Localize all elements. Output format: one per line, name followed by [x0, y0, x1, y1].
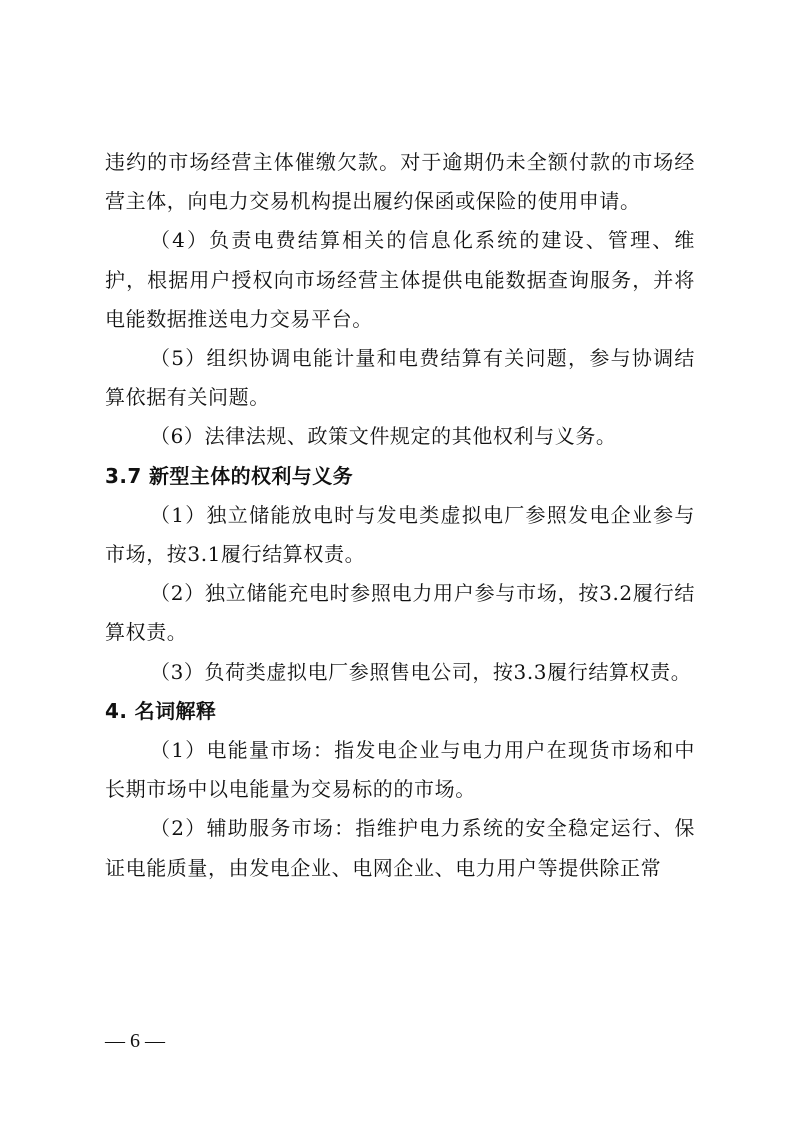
- body-paragraph: （5）组织协调电能计量和电费结算有关问题，参与协调结算依据有关问题。: [105, 346, 695, 410]
- body-paragraph: （1）电能量市场：指发电企业与电力用户在现货市场和中长期市场中以电能量为交易标的的市场。: [105, 738, 695, 802]
- page-number: — 6 —: [105, 1030, 165, 1052]
- document-body: [105, 143, 695, 888]
- body-paragraph: （6）法律法规、政策文件规定的其他权利与义务。: [150, 424, 617, 449]
- body-paragraph: （1）独立储能放电时与发电类虚拟电厂参照发电企业参与市场，按3.1履行结算权责。: [105, 502, 695, 567]
- body-paragraph: （2）独立储能充电时参照电力用户参与市场，按3.2履行结算权责。: [105, 581, 695, 645]
- section-heading: 3.7 新型主体的权利与义务: [105, 463, 353, 488]
- body-paragraph: 违约的市场经营主体催缴欠款。对于逾期仍未全额付款的市场经营主体，向电力交易机构提出履约保函或保险的使用申请。: [105, 150, 695, 214]
- body-paragraph: （4）负责电费结算相关的信息化系统的建设、管理、维护，根据用户授权向市场经营主体提供电能数据查询服务，并将电能数据推送电力交易平台。: [105, 228, 695, 331]
- section-heading: 4. 名词解释: [105, 698, 217, 723]
- body-paragraph: （3）负荷类虚拟电厂参照售电公司，按3.3履行结算权责。: [150, 659, 692, 684]
- body-paragraph: （2）辅助服务市场：指维护电力系统的安全稳定运行、保证电能质量，由发电企业、电网企业、电力用户等提供除正常: [105, 816, 695, 880]
